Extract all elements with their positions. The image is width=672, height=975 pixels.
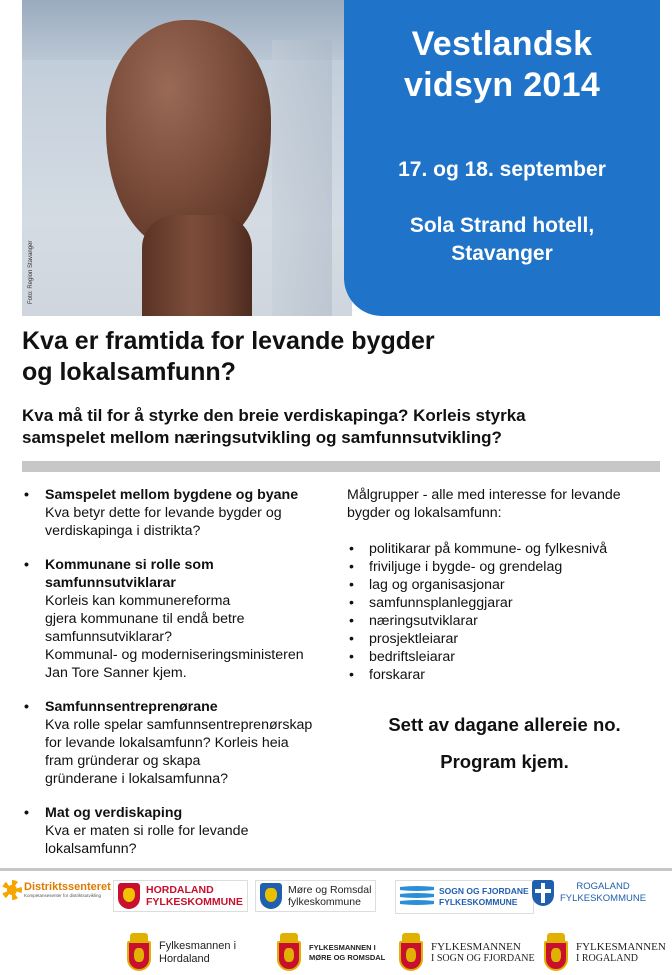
topic-body-line: Korleis kan kommunereforma xyxy=(45,593,231,609)
target-group-item: • politikarar på kommune- og fylkesnivå xyxy=(347,540,662,558)
sub-heading-line2: samspelet mellom næringsutvikling og samfunnsutvikling? xyxy=(22,428,502,447)
topic-item xyxy=(22,556,337,682)
target-group-list xyxy=(347,540,662,684)
logo-fylkesmannen-sogn-og-fjordane xyxy=(396,933,535,973)
sculpture-photo xyxy=(22,0,352,316)
logo-rogaland-line1: ROGALAND xyxy=(576,881,630,892)
logo-fm-hordaland-line1: Fylkesmannen i xyxy=(159,940,237,952)
sub-heading xyxy=(22,405,652,449)
target-group-item: • friviljuge i bygde- og grendelag xyxy=(347,558,662,576)
sub-heading-line1: Kva må til for å styrke den breie verdiskapinga? Korleis styrka xyxy=(22,406,526,425)
topic-title: • Kommunane si rolle som samfunnsutviklarar xyxy=(45,557,214,591)
logo-fylkesmannen-hordaland xyxy=(124,933,236,973)
logo-hordaland-line2: FYLKESKOMMUNE xyxy=(146,896,243,908)
target-group-item: • næringsutviklarar xyxy=(347,612,662,630)
logo-fm-more-line2: MØRE OG ROMSDAL xyxy=(309,953,386,962)
target-groups-intro-line2: bygder og lokalsamfunn: xyxy=(347,505,502,521)
logo-fm-rogaland-line2: I ROGALAND xyxy=(576,953,638,964)
program-coming-text: Program kjem. xyxy=(440,751,569,772)
topic-body-line: for levande lokalsamfunn? Korleis heia xyxy=(45,735,289,751)
logo-fm-more-line1: FYLKESMANNEN I xyxy=(309,943,376,952)
logo-hordaland-fylkeskommune xyxy=(113,880,248,912)
logo-fylkesmannen-more-og-romsdal xyxy=(274,933,385,973)
hero-banner xyxy=(22,0,660,316)
topic-body-line: fram gründerar og skapa xyxy=(45,753,201,769)
event-title-line2: vidsyn 2014 xyxy=(403,66,601,104)
logo-fm-hordaland-line2: Hordaland xyxy=(159,953,210,965)
topic-body-line: lokalsamfunn? xyxy=(45,841,137,857)
lion-shield-icon xyxy=(118,883,140,909)
logo-sogn-og-fjordane xyxy=(395,880,534,914)
divider-bar xyxy=(22,461,660,472)
topic-title: • Samfunnsentreprenørane xyxy=(45,699,218,715)
logo-more-line1: Møre og Romsdal xyxy=(288,884,372,896)
main-heading xyxy=(22,326,642,388)
blue-shield-icon xyxy=(260,883,282,909)
topic-item xyxy=(22,804,337,858)
photo-background-right xyxy=(272,40,332,316)
topic-body-line: Jan Tore Sanner kjem. xyxy=(45,665,187,681)
crown-shield-icon xyxy=(124,933,154,973)
logo-fm-sogn-line1: FYLKESMANNEN xyxy=(431,941,521,953)
target-group-item: • forskarar xyxy=(347,666,662,684)
main-heading-line2: og lokalsamfunn? xyxy=(22,358,236,386)
footer-divider xyxy=(0,868,672,871)
logo-distriktssenteret xyxy=(2,880,111,900)
sculpture-neck xyxy=(142,215,252,316)
logo-fm-sogn-line2: I SOGN OG FJORDANE xyxy=(431,953,535,964)
event-title xyxy=(344,24,660,106)
wave-icon xyxy=(400,884,434,910)
crown-shield-icon xyxy=(274,933,304,973)
photo-credit: Foto: Region Stavanger xyxy=(28,240,34,304)
topic-title: • Mat og verdiskaping xyxy=(45,805,183,821)
main-heading-line1: Kva er framtida for levande bygder xyxy=(22,327,435,355)
topic-item xyxy=(22,698,337,788)
event-date: 17. og 18. september xyxy=(398,158,606,181)
topic-list xyxy=(22,486,337,858)
target-group-item: • lag og organisasjonar xyxy=(347,576,662,594)
topic-body-line: gründerane i lokalsamfunna? xyxy=(45,771,228,787)
event-title-line1: Vestlandsk xyxy=(411,25,593,63)
topic-body-line: gjera kommunane til endå betre xyxy=(45,611,245,627)
logo-sogn-line1: SOGN OG FJORDANE xyxy=(439,886,529,896)
topic-body-line: Kva er maten si rolle for levande xyxy=(45,823,249,839)
logo-hordaland-line1: HORDALAND xyxy=(146,884,214,896)
topic-body-line: Kva rolle spelar samfunnsentreprenørskap xyxy=(45,717,313,733)
target-group-item: • prosjektleiarar xyxy=(347,630,662,648)
cross-shield-icon xyxy=(532,880,554,906)
logo-rogaland-line2: FYLKESKOMMUNE xyxy=(560,893,647,904)
topic-item xyxy=(22,486,337,540)
logo-sogn-line2: FYLKESKOMMUNE xyxy=(439,897,518,907)
crown-shield-icon xyxy=(396,933,426,973)
target-group-item: • samfunnsplanleggjarar xyxy=(347,594,662,612)
event-info-box xyxy=(344,0,660,316)
logo-distriktssenteret-name: Distriktssenteret xyxy=(24,880,111,893)
topic-body-line: Kva betyr dette for levande bygder og xyxy=(45,505,282,521)
topic-body-line: Kommunal- og moderniseringsministeren xyxy=(45,647,304,663)
crown-shield-icon xyxy=(541,933,571,973)
target-group-item: • bedriftsleiarar xyxy=(347,648,662,666)
logo-distriktssenteret-tagline: Kompetansesenter for distriktsutvikling xyxy=(24,892,102,898)
event-venue-line1: Sola Strand hotell, xyxy=(409,214,595,237)
topic-body-line: samfunnsutviklarar? xyxy=(45,629,172,645)
logo-fm-rogaland-line1: FYLKESMANNEN xyxy=(576,941,666,953)
logo-fylkesmannen-rogaland xyxy=(541,933,666,973)
topic-body-line: verdiskapinga i distrikta? xyxy=(45,523,201,539)
logo-more-line2: fylkeskommune xyxy=(288,896,361,908)
event-venue xyxy=(344,212,660,268)
sun-icon xyxy=(2,880,22,900)
save-the-date-text: Sett av dagane allereie no. xyxy=(388,714,621,735)
topic-title: • Samspelet mellom bygdene og byane xyxy=(45,487,299,503)
logo-more-og-romsdal xyxy=(255,880,376,912)
target-groups-intro-line1: Målgrupper - alle med interesse for levande xyxy=(347,487,621,503)
target-groups xyxy=(347,486,662,684)
event-venue-line2: Stavanger xyxy=(451,242,553,265)
logo-rogaland-fylkeskommune xyxy=(532,880,646,906)
